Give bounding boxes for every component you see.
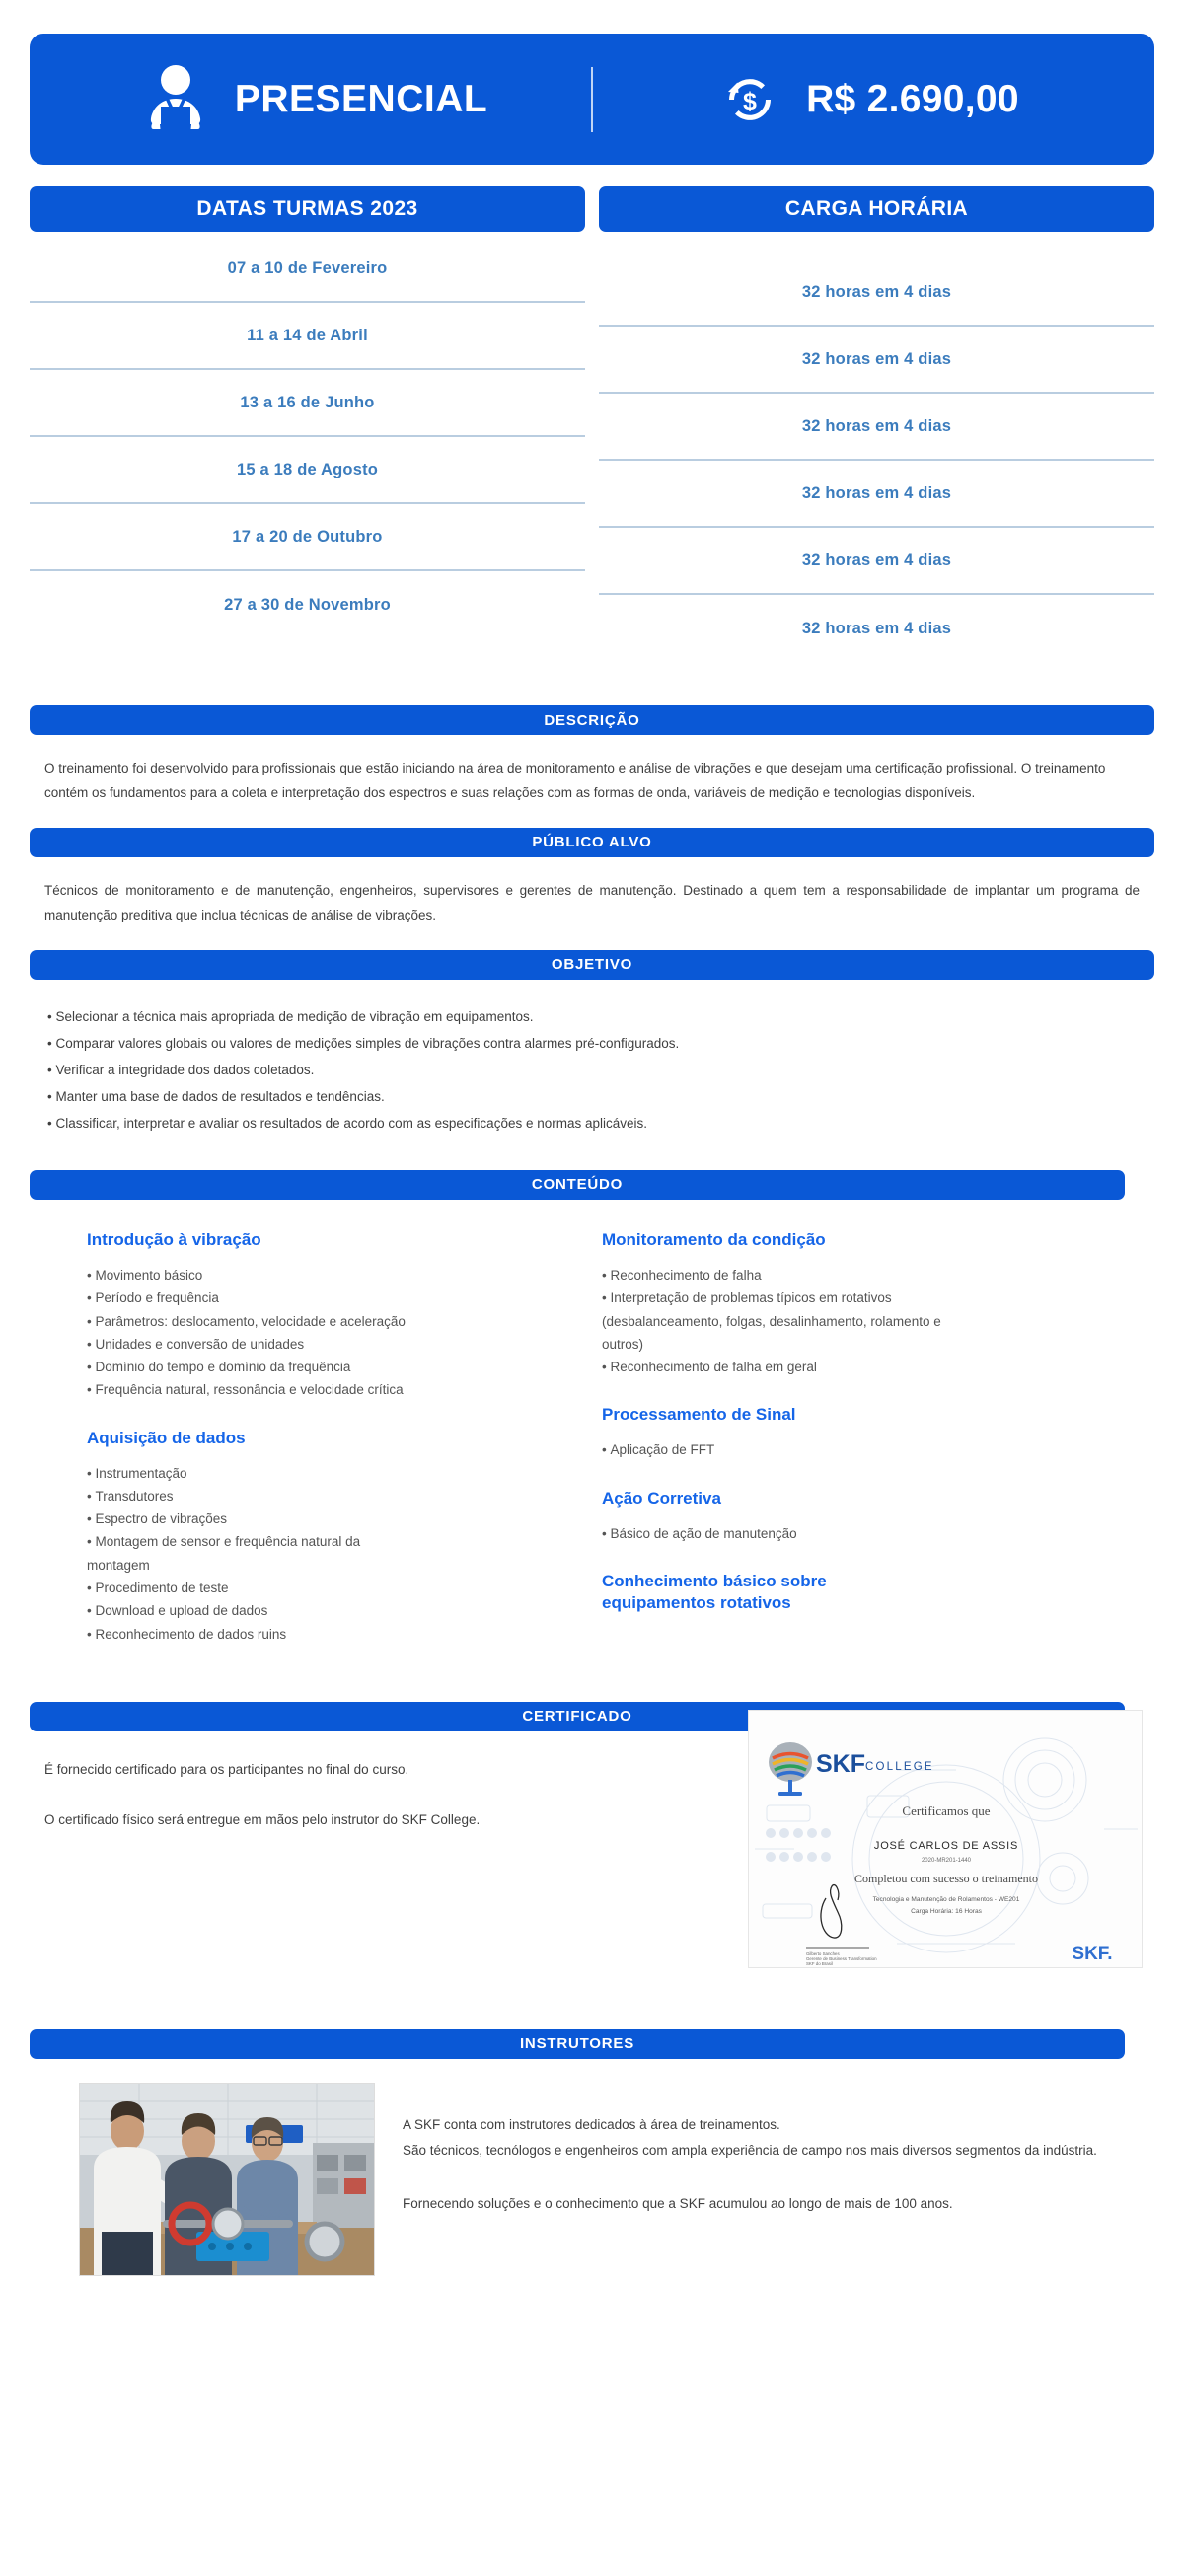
instrutores-line-1: A SKF conta com instrutores dedicados à área de treinamentos. [403,2116,780,2132]
instrutores-paragraph-1 [403,2112,1113,2165]
section-conteudo [30,1170,1154,1647]
section-header-instrutores: INSTRUTORES [30,2029,1125,2059]
table-row: 13 a 16 de Junho [30,370,585,437]
instructor-person-icon [142,63,209,136]
instructors-training-photo [79,2083,375,2276]
svg-text:COLLEGE: COLLEGE [865,1760,934,1773]
hero-modality-block [38,63,591,136]
table-row: 17 a 20 de Outubro [30,504,585,571]
svg-text:Tecnologia e Manutenção de Rol: Tecnologia e Manutenção de Rolamentos - WE201 [872,1895,1020,1903]
list-item: • Período e frequência [87,1288,602,1309]
group-title: Conhecimento básico sobre equipamentos rotativos [602,1572,827,1613]
group-title: Introdução à vibração [87,1229,261,1249]
list-item: • Frequência natural, ressonância e velocidade crítica [87,1379,602,1401]
group-list [87,1463,602,1646]
section-header-descricao: DESCRIÇÃO [30,705,1154,735]
conteudo-group-processamento [602,1404,1154,1461]
svg-text:Carga Horária: 16 Horas: Carga Horária: 16 Horas [911,1907,982,1915]
conteudo-group-aquisicao [87,1428,602,1646]
list-item: • Manter uma base de dados de resultados e tendências. [47,1083,1140,1110]
svg-text:2020-MR201-1440: 2020-MR201-1440 [921,1857,972,1864]
svg-text:Certificamos que: Certificamos que [902,1803,991,1818]
list-item: • Reconhecimento de falha em geral [602,1357,1154,1378]
table-row: 32 horas em 4 dias [801,619,952,637]
section-publico-alvo [30,828,1154,932]
table-row: 27 a 30 de Novembro [224,595,391,614]
table-row: 32 horas em 4 dias [599,528,1154,595]
schedule-table [30,186,1154,662]
certificado-text [30,1757,740,1833]
svg-text:SKF: SKF [816,1749,865,1778]
certificado-paragraph-1: É fornecido certificado para os participantes no final do curso. [44,1761,409,1777]
list-item: • Reconhecimento de falha [602,1265,1154,1287]
conteudo-group-introducao [87,1229,602,1402]
certificado-paragraph-2: O certificado físico será entregue em mãos pelo instrutor do SKF College. [44,1812,481,1828]
svg-text:Gerente de Business Transforma: Gerente de Business Transformation [806,1955,877,1961]
list-item: • Comparar valores globais ou valores de medições simples de vibrações contra alarmes pré-configurados. [47,1030,1140,1057]
hero-price-block [593,69,1146,130]
conteudo-left-column [30,1229,602,1647]
instrutores-text [403,2059,1113,2218]
svg-text:JOSÉ CARLOS DE ASSIS: JOSÉ CARLOS DE ASSIS [873,1839,1019,1852]
group-title: Aquisição de dados [87,1428,246,1447]
list-item: • Movimento básico [87,1265,602,1287]
list-item-continuation: (desbalanceamento, folgas, desalinhamento, rolamento e [602,1313,941,1329]
group-list [602,1523,1154,1545]
list-item: • Montagem de sensor e frequência natural da [87,1531,602,1553]
list-item: • Básico de ação de manutenção [602,1523,1154,1545]
svg-text:$: $ [743,87,758,115]
group-list [602,1439,1154,1461]
list-item: • Verificar a integridade dos dados coletados. [47,1057,1140,1083]
list-item: • Aplicação de FFT [602,1439,1154,1461]
table-row: 15 a 18 de Agosto [30,437,585,504]
schedule-dates-column [30,186,585,662]
list-item: • Procedimento de teste [87,1578,602,1599]
list-item: • Interpretação de problemas típicos em rotativos [602,1288,1154,1309]
svg-text:SKF do Brasil: SKF do Brasil [806,1960,833,1966]
group-title: Monitoramento da condição [602,1229,826,1249]
table-row: 07 a 10 de Fevereiro [30,236,585,303]
schedule-hours-column [599,186,1154,662]
instrutores-block [30,2059,1154,2286]
descricao-text: O treinamento foi desenvolvido para profissionais que estão iniciando na área de monitoramento e análise de vibrações e que desejam uma certificação profissional. O treinamento contém os fundamentos para a coleta e interpretação dos espectros e suas relações com as formas de onda, variáveis de medição e tecnologias disponíveis. [44,761,1106,800]
list-item-continuation: montagem [87,1557,150,1573]
group-title: Ação Corretiva [602,1488,721,1508]
table-row: 32 horas em 4 dias [599,259,1154,327]
instrutores-paragraph-2: Fornecendo soluções e o conhecimento que a SKF acumulou ao longo de mais de 100 anos. [403,2196,953,2212]
conteudo-right-column [602,1229,1154,1647]
list-item: • Download e upload de dados [87,1600,602,1622]
table-row: 11 a 14 de Abril [30,303,585,370]
section-objetivo [30,950,1154,1144]
section-header-objetivo: OBJETIVO [30,950,1154,980]
table-row: 32 horas em 4 dias [599,394,1154,461]
instrutores-line-2: São técnicos, tecnólogos e engenheiros com ampla experiência de campo nos mais diversos segmentos da indústria. [403,2143,1097,2159]
list-item: • Transdutores [87,1486,602,1508]
svg-text:Completou com sucesso o treina: Completou com sucesso o treinamento [854,1871,1038,1885]
conteudo-group-monitoramento [602,1229,1154,1378]
svg-text:SKF.: SKF. [1072,1943,1113,1964]
list-item: • Instrumentação [87,1463,602,1485]
certificate-sample-image [748,1710,1143,1968]
svg-text:Gilberto Sanches: Gilberto Sanches [806,1950,840,1956]
list-item: • Unidades e conversão de unidades [87,1334,602,1356]
section-certificado [30,1702,1154,1966]
money-refresh-icon [719,69,780,130]
group-list [602,1265,1154,1378]
schedule-hours-header: CARGA HORÁRIA [599,186,1154,232]
hero-banner [30,34,1154,165]
section-descricao [30,705,1154,810]
table-row: 32 horas em 4 dias [599,461,1154,528]
list-item: • Domínio do tempo e domínio da frequência [87,1357,602,1378]
conteudo-group-conhecimento-basico [602,1571,1154,1614]
hero-price-value: R$ 2.690,00 [806,77,1019,120]
section-header-certificado: CERTIFICADO [30,1702,1125,1731]
publico-alvo-text: Técnicos de monitoramento e de manutenção, engenheiros, supervisores e gerentes de manutenção. Destinado a quem tem a responsabilidade de implantar um programa de manutenção preditiva que inclua técnicas de análise de vibrações. [44,882,1140,922]
list-item: • Classificar, interpretar e avaliar os resultados de acordo com as especificações e normas aplicáveis. [47,1110,1140,1137]
section-instrutores [30,2029,1154,2286]
certificado-block [30,1731,1154,1966]
objetivo-list [30,980,1154,1144]
conteudo-columns [30,1200,1154,1647]
list-item: • Selecionar a técnica mais apropriada de medição de vibração em equipamentos. [47,1003,1140,1030]
hero-modality-label: PRESENCIAL [234,77,488,120]
group-title: Processamento de Sinal [602,1405,796,1425]
list-item: • Parâmetros: deslocamento, velocidade e aceleração [87,1311,602,1333]
list-item-continuation: outros) [602,1336,644,1352]
list-item: • Espectro de vibrações [87,1509,602,1530]
section-header-publico-alvo: PÚBLICO ALVO [30,828,1154,857]
schedule-dates-header: DATAS TURMAS 2023 [30,186,585,232]
section-header-conteudo: CONTEÚDO [30,1170,1125,1200]
conteudo-group-acao-corretiva [602,1488,1154,1545]
group-list [87,1265,602,1402]
list-item: • Reconhecimento de dados ruins [87,1624,602,1646]
table-row: 32 horas em 4 dias [599,327,1154,394]
